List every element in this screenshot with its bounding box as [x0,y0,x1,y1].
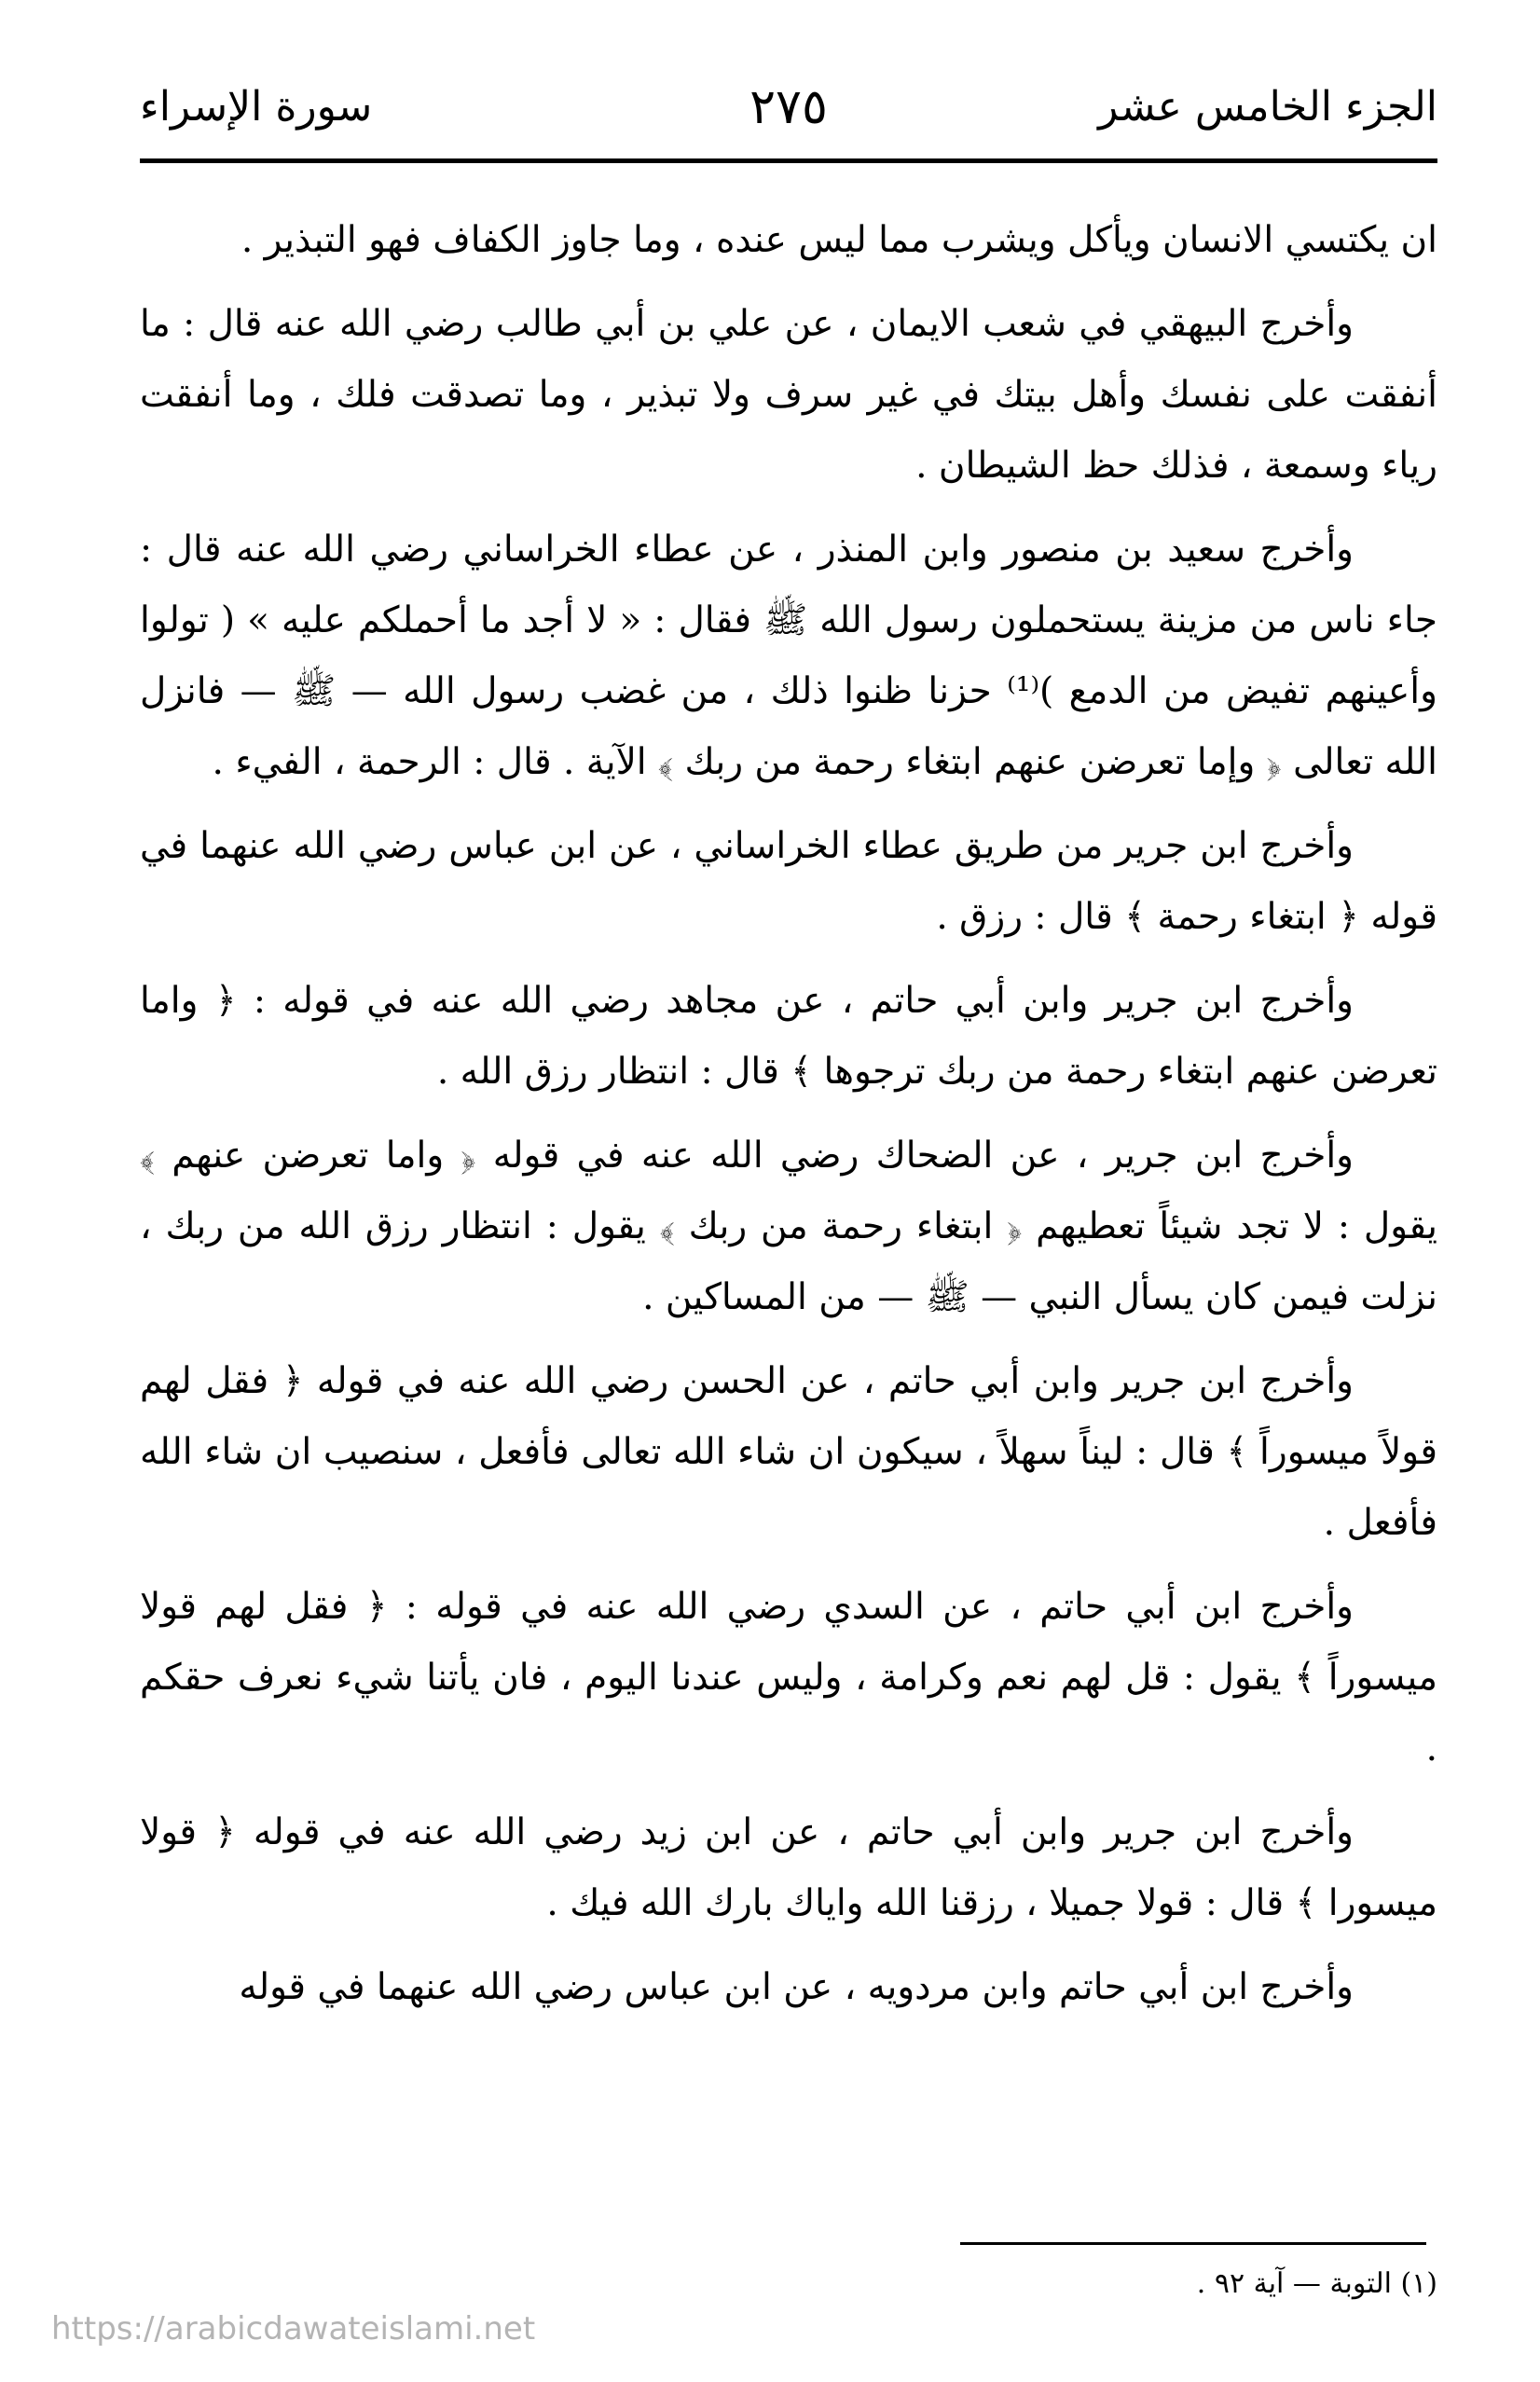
page-number: ٢٧٥ [749,79,828,135]
watermark-url: https://arabicdawateislami.net [51,2310,536,2348]
paragraph: وأخرج ابن جرير وابن أبي حاتم ، عن الحسن رضي الله عنه في قوله ﴿ فقل لهم قولاً ميسوراً ﴾ قال : ليناً سهلاً ، سيكون ان شاء الله تعالى فأفعل ، سنصيب ان شاء الله فأفعل . [140,1360,1437,1544]
paragraph: وأخرج ابن جرير وابن أبي حاتم ، عن ابن زيد رضي الله عنه في قوله ﴿ قولا ميسورا ﴾ قال : قولا جميلا ، رزقنا الله واياك بارك الله فيك . [140,1811,1437,1924]
paragraph: وأخرج ابن جرير وابن أبي حاتم ، عن مجاهد رضي الله عنه في قوله : ﴿ واما تعرضن عنهم ابتغاء رحمة من ربك ترجوها ﴾ قال : انتظار رزق الله . [140,980,1437,1093]
surah-title: سورة الإسراء [140,83,373,131]
paragraph: وأخرج البيهقي في شعب الايمان ، عن علي بن أبي طالب رضي الله عنه قال : ما أنفقت على نفسك وأهل بيتك في غير سرف ولا تبذير ، وما تصدقت فلك ، وما أنفقت رياء وسمعة ، فذلك حظ الشيطان . [140,303,1437,487]
paragraph: وأخرج سعيد بن منصور وابن المنذر ، عن عطاء الخراساني رضي الله عنه قال : جاء ناس من مزينة يستحملون رسول الله ﷺ فقال : « لا أجد ما أحملكم عليه » ( تولوا وأعينهم تفيض من الدمع )⁽¹⁾ حزنا ظنوا ذلك ، من غضب رسول الله — ﷺ — فانزل الله تعالى ﴿ وإما تعرضن عنهم ابتغاء رحمة من ربك ﴾ الآية . قال : الرحمة ، الفيء . [140,529,1437,783]
paragraph: ان يكتسي الانسان ويأكل ويشرب مما ليس عنده ، وما جاوز الكفاف فهو التبذير . [241,219,1437,261]
juz-title: الجزء الخامس عشر [1098,83,1437,131]
paragraph: وأخرج ابن أبي حاتم وابن مردويه ، عن ابن عباس رضي الله عنهما في قوله [239,1966,1354,2008]
paragraph: وأخرج ابن أبي حاتم ، عن السدي رضي الله عنه في قوله : ﴿ فقل لهم قولا ميسوراً ﴾ يقول : قل لهم نعم وكرامة ، وليس عندنا اليوم ، فان يأتنا شيء نعرف حقكم . [140,1586,1437,1769]
main-text [140,205,1437,2036]
running-header [140,65,1437,149]
paragraph: وأخرج ابن جرير ، عن الضحاك رضي الله عنه في قوله ﴿ واما تعرضن عنهم ﴾ يقول : لا تجد شيئاً تعطيهم ﴿ ابتغاء رحمة من ربك ﴾ يقول : انتظار رزق الله من ربك ، نزلت فيمن كان يسأل النبي — ﷺ — من المساكين . [140,1135,1437,1318]
footnote-divider [960,2242,1426,2245]
footnote: (١) التوبة — آية ٩٢ . [1196,2267,1437,2300]
paragraph: وأخرج ابن جرير من طريق عطاء الخراساني ، عن ابن عباس رضي الله عنهما في قوله ﴿ ابتغاء رحمة ﴾ قال : رزق . [140,825,1437,938]
header-divider [140,158,1437,163]
